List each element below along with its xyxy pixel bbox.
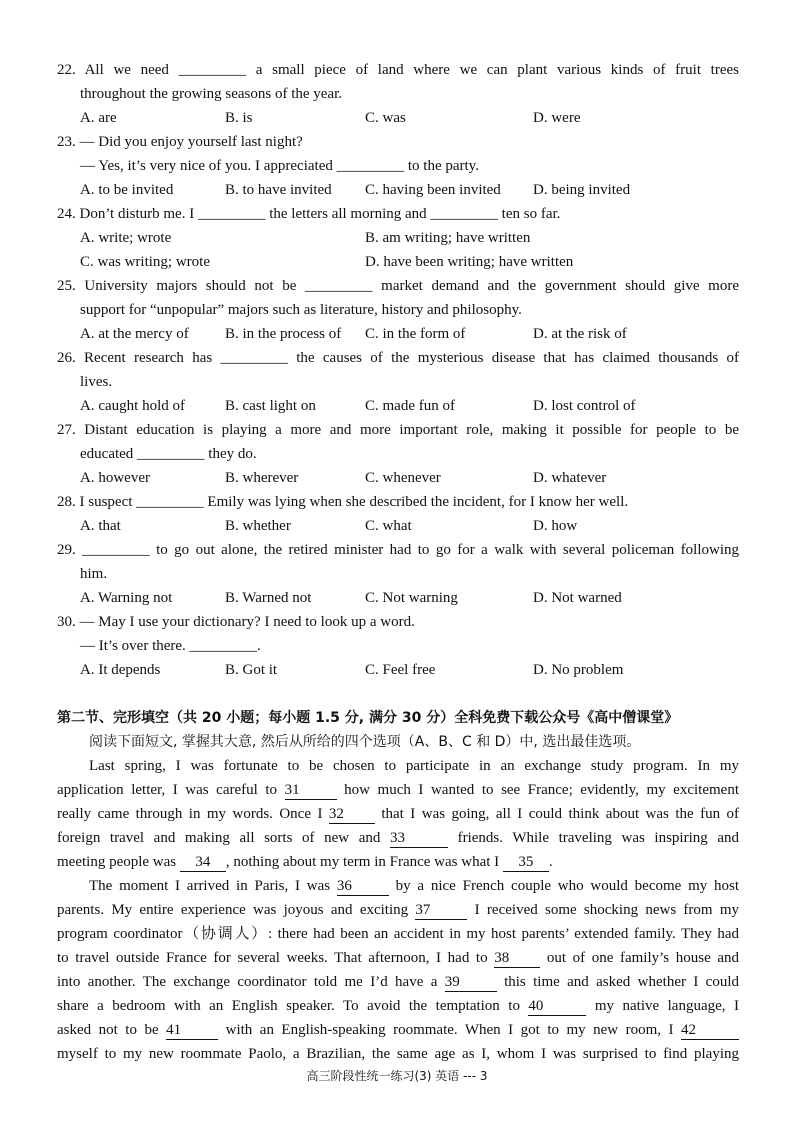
q24-options-row2 xyxy=(80,250,739,274)
passage-text: friends. While traveling was inspiring and xyxy=(457,830,740,846)
blank-31[interactable]: 31 xyxy=(285,781,337,800)
blank-39[interactable]: 39 xyxy=(445,973,497,992)
q25-stem: 25. University majors should not be _________ market demand and the government should give more xyxy=(57,278,739,294)
q22-option-d[interactable]: D. were xyxy=(533,110,581,126)
q22-options xyxy=(80,106,739,130)
passage-text: with an English-speaking roommate. When I got to my new room, I xyxy=(225,1022,674,1038)
passage-text: really came through in my words. Once I xyxy=(57,806,323,822)
q22-stem-cont: throughout the growing seasons of the year. xyxy=(80,86,343,102)
q30-option-b[interactable]: B. Got it xyxy=(225,662,278,678)
q22-stem: 22. All we need _________ a small piece of land where we can plant various kinds of fruit trees xyxy=(57,62,739,78)
q30-stem: 30. — May I use your dictionary? I need to look up a word. xyxy=(57,614,415,630)
q28-option-a[interactable]: A. that xyxy=(80,518,121,534)
q27-option-b[interactable]: B. wherever xyxy=(225,470,299,486)
q24-stem: 24. Don’t disturb me. I _________ the letters all morning and _________ ten so far. xyxy=(57,206,561,222)
q25-option-b[interactable]: B. in the process of xyxy=(225,326,342,342)
section-instruction: 阅读下面短文, 掌握其大意, 然后从所给的四个选项（A、B、C 和 D）中, 选出最佳选项。 xyxy=(89,734,641,750)
q28-option-c[interactable]: C. what xyxy=(365,518,412,534)
q25-stem-cont: support for “unpopular” majors such as literature, history and philosophy. xyxy=(80,302,522,318)
q29-stem: 29. _________ to go out alone, the retired minister had to go for a walk with several policeman following xyxy=(57,542,739,558)
blank-41[interactable]: 41 xyxy=(166,1021,218,1040)
q25-option-d[interactable]: D. at the risk of xyxy=(533,326,627,342)
passage-text: that I was going, all I could think about was the fun of xyxy=(381,806,740,822)
q28-option-d[interactable]: D. how xyxy=(533,518,578,534)
q28-stem: 28. I suspect _________ Emily was lying when she described the incident, for I know her well. xyxy=(57,494,629,510)
passage-text: foreign travel and making all sorts of new and xyxy=(57,830,381,846)
q24-option-c[interactable]: C. was writing; wrote xyxy=(80,254,210,270)
page-footer: 高三阶段性统一练习(3) 英语 --- 3 xyxy=(306,1069,488,1083)
passage-line xyxy=(89,874,739,898)
passage-text: I received some shocking news from my xyxy=(474,902,740,918)
q30-option-a[interactable]: A. It depends xyxy=(80,662,161,678)
q24-options-row1 xyxy=(80,226,739,250)
passage-line xyxy=(57,898,739,922)
blank-42[interactable]: 42 xyxy=(681,1021,739,1040)
q23-option-d[interactable]: D. being invited xyxy=(533,182,631,198)
q24-option-d[interactable]: D. have been writing; have written xyxy=(365,254,574,270)
q27-stem-cont: educated _________ they do. xyxy=(80,446,257,462)
q24-option-a[interactable]: A. write; wrote xyxy=(80,230,172,246)
passage-line: myself to my new roommate Paolo, a Brazilian, the same age as I, whom I was surprised to find playing xyxy=(57,1046,739,1062)
blank-32[interactable]: 32 xyxy=(329,805,375,824)
blank-35[interactable]: 35 xyxy=(503,853,549,872)
passage-line: program coordinator（协调人）: there had been an accident in my host parents’ extended family. They had xyxy=(57,926,739,942)
passage-line xyxy=(57,778,739,802)
passage-line xyxy=(57,946,739,970)
passage-text: share a bedroom with an English speaker. To avoid the temptation to xyxy=(57,998,520,1014)
q30-option-d[interactable]: D. No problem xyxy=(533,662,624,678)
q26-stem: 26. Recent research has _________ the causes of the mysterious disease that has claimed thousands of xyxy=(57,350,739,366)
q30-options xyxy=(80,658,739,682)
blank-37[interactable]: 37 xyxy=(415,901,467,920)
q26-option-d[interactable]: D. lost control of xyxy=(533,398,636,414)
passage-line xyxy=(57,994,739,1018)
passage-text: to travel outside France for several weeks. That afternoon, I had to xyxy=(57,950,488,966)
passage-text: meeting people was xyxy=(57,854,177,870)
q26-option-a[interactable]: A. caught hold of xyxy=(80,398,185,414)
q22-option-b[interactable]: B. is xyxy=(225,110,253,126)
passage-line xyxy=(57,850,739,874)
q26-option-b[interactable]: B. cast light on xyxy=(225,398,316,414)
passage-text: by a nice French couple who would become my host xyxy=(395,878,740,894)
blank-36[interactable]: 36 xyxy=(337,877,389,896)
q26-option-c[interactable]: C. made fun of xyxy=(365,398,455,414)
q24-option-b[interactable]: B. am writing; have written xyxy=(365,230,531,246)
q26-options xyxy=(80,394,739,418)
passage-line xyxy=(57,970,739,994)
q23-stem: 23. — Did you enjoy yourself last night? xyxy=(57,134,303,150)
q29-stem-cont: him. xyxy=(80,566,108,582)
q27-stem: 27. Distant education is playing a more and more important role, making it possible for people to be xyxy=(57,422,739,438)
q28-option-b[interactable]: B. whether xyxy=(225,518,291,534)
passage-text: this time and asked whether I could xyxy=(504,974,739,990)
q27-option-a[interactable]: A. however xyxy=(80,470,150,486)
blank-34[interactable]: 34 xyxy=(180,853,226,872)
passage-line xyxy=(57,802,739,826)
blank-33[interactable]: 33 xyxy=(390,829,448,848)
passage-text: asked not to be xyxy=(57,1022,159,1038)
q22-option-c[interactable]: C. was xyxy=(365,110,406,126)
passage-text: , nothing about my term in France was what I xyxy=(225,854,500,870)
q25-option-a[interactable]: A. at the mercy of xyxy=(80,326,189,342)
q25-options xyxy=(80,322,739,346)
q23-stem-cont: — Yes, it’s very nice of you. I appreciated _________ to the party. xyxy=(80,158,479,174)
section-heading: 第二节、完形填空（共 20 小题；每小题 1.5 分, 满分 30 分）全科免费下载公众号《高中僧课堂》 xyxy=(57,710,679,726)
q28-options xyxy=(80,514,739,538)
q29-options xyxy=(80,586,739,610)
q27-options xyxy=(80,466,739,490)
q23-options xyxy=(80,178,739,202)
q27-option-d[interactable]: D. whatever xyxy=(533,470,607,486)
passage-line: Last spring, I was fortunate to be chosen to participate in an exchange study program. In my xyxy=(89,758,739,774)
q25-option-c[interactable]: C. in the form of xyxy=(365,326,466,342)
passage-text: The moment I arrived in Paris, I was xyxy=(89,878,331,894)
blank-40[interactable]: 40 xyxy=(528,997,586,1016)
passage-text: . xyxy=(548,854,553,870)
q23-option-a[interactable]: A. to be invited xyxy=(80,182,174,198)
passage-line xyxy=(57,826,739,850)
q23-option-c[interactable]: C. having been invited xyxy=(365,182,501,198)
q29-option-a[interactable]: A. Warning not xyxy=(80,590,173,606)
passage-text: my native language, I xyxy=(594,998,739,1014)
q29-option-d[interactable]: D. Not warned xyxy=(533,590,622,606)
passage-text: how much I wanted to see France; evidently, my excitement xyxy=(344,782,739,798)
q26-stem-cont: lives. xyxy=(80,374,113,390)
passage-text: into another. The exchange coordinator told me I’d have a xyxy=(57,974,438,990)
q23-option-b[interactable]: B. to have invited xyxy=(225,182,332,198)
q30-stem-cont: — It’s over there. _________. xyxy=(80,638,261,654)
q29-option-c[interactable]: C. Not warning xyxy=(365,590,458,606)
passage-text: application letter, I was careful to xyxy=(57,782,278,798)
passage-text: parents. My entire experience was joyous and exciting xyxy=(57,902,409,918)
q29-option-b[interactable]: B. Warned not xyxy=(225,590,312,606)
q27-option-c[interactable]: C. whenever xyxy=(365,470,441,486)
q30-option-c[interactable]: C. Feel free xyxy=(365,662,436,678)
passage-text: out of one family’s house and xyxy=(546,950,739,966)
blank-38[interactable]: 38 xyxy=(494,949,540,968)
q22-option-a[interactable]: A. are xyxy=(80,110,117,126)
passage-line xyxy=(57,1018,739,1042)
